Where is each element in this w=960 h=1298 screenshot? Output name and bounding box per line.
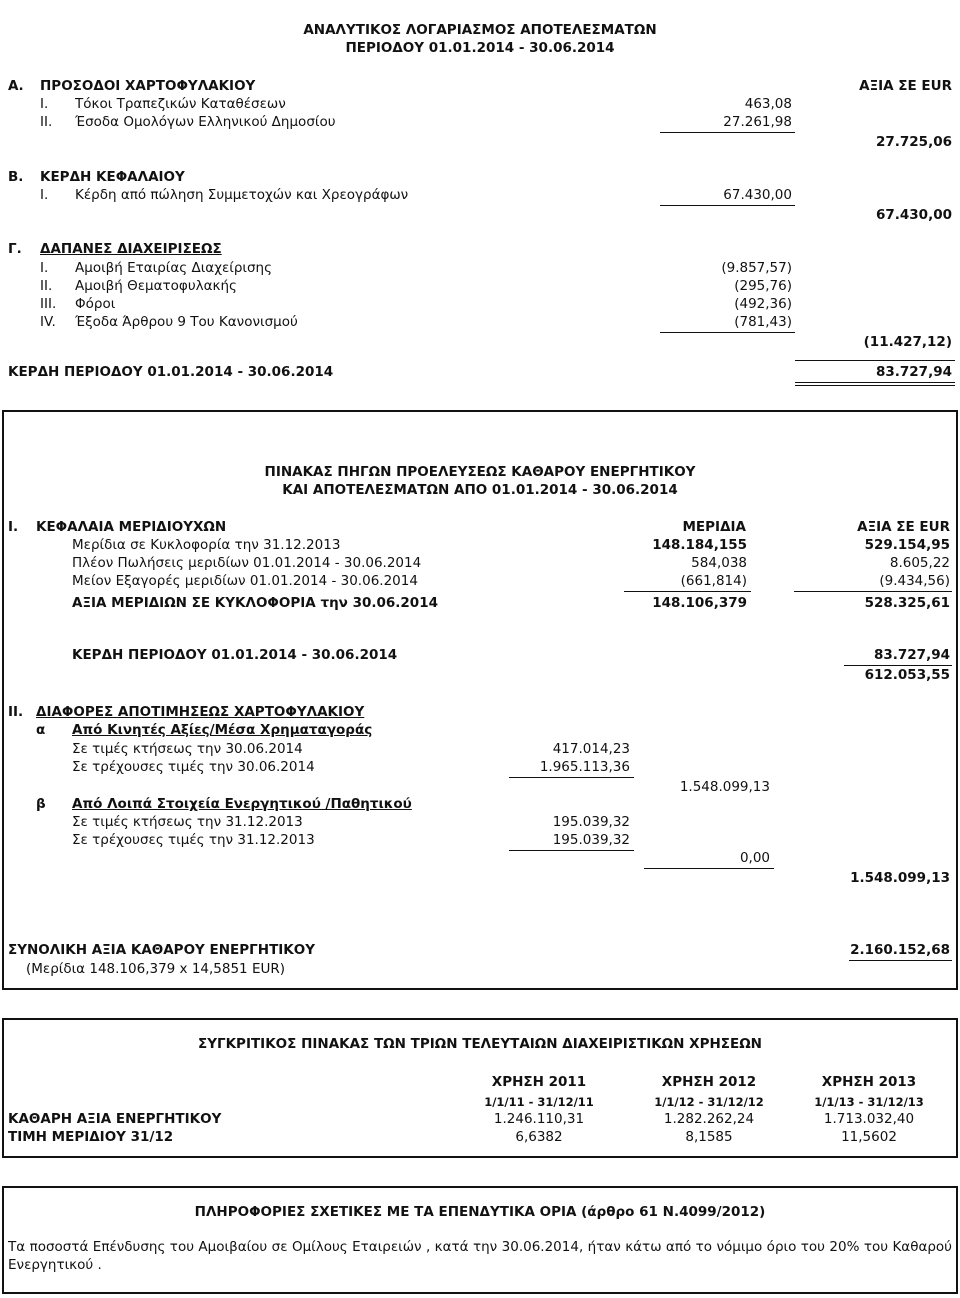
a-item-1-code: Ι. <box>40 96 49 112</box>
units-row-1-value: 529.154,95 <box>864 537 950 553</box>
b-item-1-code: Ι. <box>40 187 49 203</box>
a-item-2-value: 27.261,98 <box>723 114 792 130</box>
period-1: 1/1/11 - 31/12/11 <box>484 1095 594 1109</box>
comp-row-1-value-1: 1.246.110,31 <box>493 1111 585 1127</box>
value-header: ΑΞΙΑ ΣΕ EUR <box>859 78 952 94</box>
sources-title-2: ΚΑΙ ΑΠΟΤΕΛΕΣΜΑΤΩΝ ΑΠΟ 01.01.2014 - 30.06.2014 <box>282 482 678 498</box>
b-total: 67.430,00 <box>875 207 952 223</box>
units-row-3-label: Μείον Εξαγορές μεριδίων 01.01.2014 - 30.06.2014 <box>72 573 418 589</box>
sub-b-cost-label: Σε τιμές κτήσεως την 31.12.2013 <box>72 814 303 830</box>
sub-b-diff: 0,00 <box>739 850 770 866</box>
section-ii-code: ΙΙ. <box>8 704 24 720</box>
nav-value: 2.160.152,68 <box>850 942 950 958</box>
sub-b-current-value: 195.039,32 <box>552 832 630 848</box>
units-row-2-units: 584,038 <box>691 555 747 571</box>
c-item-2-code: ΙΙ. <box>40 278 53 294</box>
sources-box <box>2 410 958 990</box>
sub-a-cost-label: Σε τιμές κτήσεως την 30.06.2014 <box>72 741 303 757</box>
info-text: Τα ποσοστά Επένδυσης του Αμοιβαίου σε Ομίλους Εταιρειών , κατά την 30.06.2014, ήταν κάτω από το νόμιμο όριο του 20% του Καθαρού Ενεργητικού . <box>8 1239 952 1273</box>
units-underline <box>624 591 751 592</box>
comparative-box <box>2 1018 958 1158</box>
comp-row-1-value-2: 1.282.262,24 <box>663 1111 755 1127</box>
income-title-1: ΑΝΑΛΥΤΙΚΟΣ ΛΟΓΑΡΙΑΣΜΟΣ ΑΠΟΤΕΛΕΣΜΑΤΩΝ <box>303 22 657 38</box>
income-title-2: ΠΕΡΙΟΔΟΥ 01.01.2014 - 30.06.2014 <box>345 40 615 56</box>
comp-row-1-label: ΚΑΘΑΡΗ ΑΞΙΑ ΕΝΕΡΓΗΤΙΚΟΥ <box>8 1111 222 1127</box>
nav-note: (Μερίδια 148.106,379 x 14,5851 EUR) <box>26 961 285 977</box>
sources-title-1: ΠΙΝΑΚΑΣ ΠΗΓΩΝ ΠΡΟΕΛΕΥΣΕΩΣ ΚΑΘΑΡΟΥ ΕΝΕΡΓΗΤΙΚΟΥ <box>264 464 696 480</box>
c-item-3-code: ΙΙΙ. <box>40 296 57 312</box>
comp-row-2-value-1: 6,6382 <box>515 1129 563 1145</box>
comp-row-2-value-2: 8,1585 <box>685 1129 733 1145</box>
info-box <box>2 1186 958 1294</box>
nav-underline <box>849 960 952 961</box>
c-item-4-code: ΙV. <box>40 314 56 330</box>
profit-sum-underline <box>844 665 952 666</box>
comp-row-1-value-3: 1.713.032,40 <box>823 1111 915 1127</box>
comp-row-2-value-3: 11,5602 <box>841 1129 897 1145</box>
section-ii-label: ΔΙΑΦΟΡΕΣ ΑΠΟΤΙΜΗΣΕΩΣ ΧΑΡΤΟΦΥΛΑΚΙΟΥ <box>36 704 365 720</box>
profit-double-underline-2 <box>795 385 955 386</box>
units-total-units: 148.106,379 <box>652 595 747 611</box>
c-item-4-value: (781,43) <box>734 314 792 330</box>
sub-a-label: Από Κινητές Αξίες/Μέσα Χρηματαγοράς <box>72 722 373 738</box>
sub-a-cost-value: 417.014,23 <box>552 741 630 757</box>
units-row-3-value: (9.434,56) <box>879 573 950 589</box>
c-total: (11.427,12) <box>863 334 952 350</box>
nav-label: ΣΥΝΟΛΙΚΗ ΑΞΙΑ ΚΑΘΑΡΟΥ ΕΝΕΡΓΗΤΙΚΟΥ <box>8 942 316 958</box>
section-i-label: ΚΕΦΑΛΑΙΑ ΜΕΡΙΔΙΟΥΧΩΝ <box>36 519 227 535</box>
sub-b-underline-2 <box>644 868 774 869</box>
profit-double-underline-1 <box>795 382 955 383</box>
sub-b-label: Από Λοιπά Στοιχεία Ενεργητικού /Παθητικού <box>72 796 412 812</box>
profit-label: ΚΕΡΔΗ ΠΕΡΙΟΔΟΥ 01.01.2014 - 30.06.2014 <box>8 364 334 380</box>
c-item-3-value: (492,36) <box>734 296 792 312</box>
section-c-label: ΔΑΠΑΝΕΣ ΔΙΑΧΕΙΡΙΣΕΩΣ <box>40 241 222 257</box>
units-row-3-units: (661,814) <box>680 573 747 589</box>
sub-b-cost-value: 195.039,32 <box>552 814 630 830</box>
sub-b-code: β <box>36 796 46 812</box>
a-item-1-value: 463,08 <box>744 96 792 112</box>
section-c-code: Γ. <box>8 241 22 257</box>
sub-b-current-label: Σε τρέχουσες τιμές την 31.12.2013 <box>72 832 315 848</box>
c-item-2-label: Αμοιβή Θεματοφυλακής <box>75 278 237 294</box>
comparative-title: ΣΥΓΚΡΙΤΙΚΟΣ ΠΙΝΑΚΑΣ ΤΩΝ ΤΡΙΩΝ ΤΕΛΕΥΤΑΙΩΝ ΔΙΑΧΕΙΡΙΣΤΙΚΩΝ ΧΡΗΣΕΩΝ <box>198 1036 762 1052</box>
col-value-header: ΑΞΙΑ ΣΕ EUR <box>857 519 950 535</box>
c-underline <box>660 332 795 333</box>
a-item-2-label: Έσοδα Ομολόγων Ελληνικού Δημοσίου <box>75 114 336 130</box>
sub-a-underline <box>509 777 634 778</box>
col-units-header: ΜΕΡΙΔΙΑ <box>682 519 746 535</box>
a-underline <box>660 132 795 133</box>
c-item-3-label: Φόροι <box>75 296 116 312</box>
year-2: ΧΡΗΣΗ 2012 <box>661 1074 757 1090</box>
sub-a-current-label: Σε τρέχουσες τιμές την 30.06.2014 <box>72 759 315 775</box>
sources-subtotal: 612.053,55 <box>864 667 950 683</box>
units-row-1-units: 148.184,155 <box>652 537 747 553</box>
section-b-code: Β. <box>8 169 24 185</box>
sub-a-code: α <box>36 722 46 738</box>
c-item-1-label: Αμοιβή Εταιρίας Διαχείρισης <box>75 260 273 276</box>
units-row-2-label: Πλέον Πωλήσεις μεριδίων 01.01.2014 - 30.06.2014 <box>72 555 422 571</box>
units-row-2-value: 8.605,22 <box>889 555 950 571</box>
period-2: 1/1/12 - 31/12/12 <box>654 1095 764 1109</box>
sub-b-underline-1 <box>509 850 634 851</box>
value-underline <box>794 591 952 592</box>
b-underline <box>660 205 795 206</box>
units-total-value: 528.325,61 <box>864 595 950 611</box>
c-item-4-label: Έξοδα Άρθρου 9 Του Κανονισμού <box>75 314 298 330</box>
a-item-2-code: ΙΙ. <box>40 114 53 130</box>
b-item-1-value: 67.430,00 <box>723 187 792 203</box>
sources-profit-label: ΚΕΡΔΗ ΠΕΡΙΟΔΟΥ 01.01.2014 - 30.06.2014 <box>72 647 398 663</box>
sub-a-current-value: 1.965.113,36 <box>539 759 630 775</box>
year-1: ΧΡΗΣΗ 2011 <box>491 1074 587 1090</box>
units-total-label: ΑΞΙΑ ΜΕΡΙΔΙΩΝ ΣΕ ΚΥΚΛΟΦΟΡΙΑ την 30.06.2014 <box>72 595 438 611</box>
sub-a-diff: 1.548.099,13 <box>679 779 770 795</box>
profit-value: 83.727,94 <box>875 364 952 380</box>
section-ii-total: 1.548.099,13 <box>850 870 950 886</box>
info-title: ΠΛΗΡΟΦΟΡΙΕΣ ΣΧΕΤΙΚΕΣ ΜΕ ΤΑ ΕΠΕΝΔΥΤΙΚΑ ΟΡΙΑ (άρθρο 61 Ν.4099/2012) <box>194 1204 766 1220</box>
year-3: ΧΡΗΣΗ 2013 <box>821 1074 917 1090</box>
a-total: 27.725,06 <box>875 134 952 150</box>
units-row-1-label: Μερίδια σε Κυκλοφορία την 31.12.2013 <box>72 537 341 553</box>
section-a-code: Α. <box>8 78 24 94</box>
c-item-2-value: (295,76) <box>734 278 792 294</box>
a-item-1-label: Τόκοι Τραπεζικών Καταθέσεων <box>75 96 286 112</box>
c-item-1-code: Ι. <box>40 260 49 276</box>
section-i-code: Ι. <box>8 519 19 535</box>
section-a-label: ΠΡΟΣΟΔΟΙ ΧΑΡΤΟΦΥΛΑΚΙΟΥ <box>40 78 256 94</box>
comp-row-2-label: ΤΙΜΗ ΜΕΡΙΔΙΟΥ 31/12 <box>8 1129 174 1145</box>
c-item-1-value: (9.857,57) <box>721 260 792 276</box>
profit-underline <box>795 360 955 361</box>
sources-profit-value: 83.727,94 <box>873 647 950 663</box>
b-item-1-label: Κέρδη από πώληση Συμμετοχών και Χρεογράφων <box>75 187 409 203</box>
period-3: 1/1/13 - 31/12/13 <box>814 1095 924 1109</box>
section-b-label: ΚΕΡΔΗ ΚΕΦΑΛΑΙΟΥ <box>40 169 185 185</box>
